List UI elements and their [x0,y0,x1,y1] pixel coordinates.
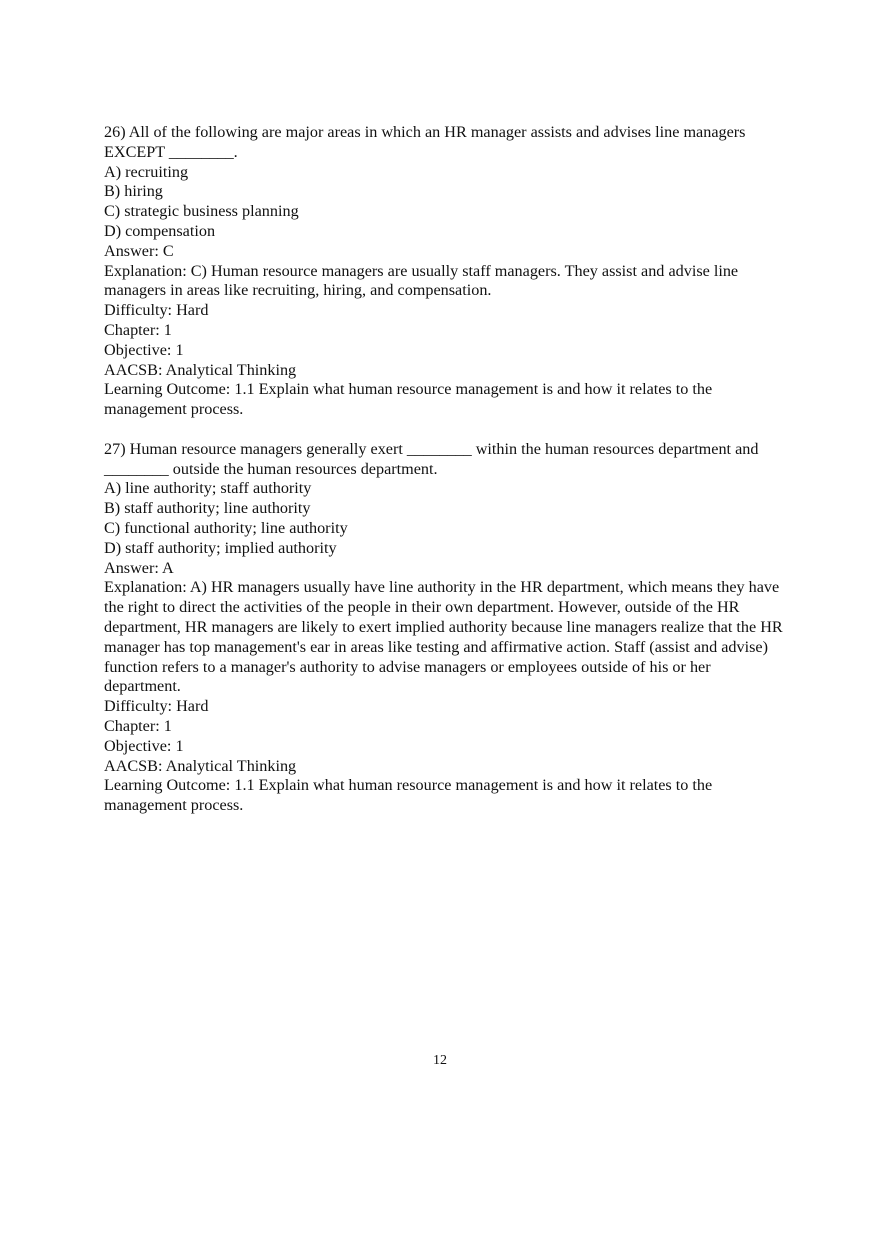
page-number: 12 [433,1053,447,1068]
objective: Objective: 1 [104,736,184,755]
objective: Objective: 1 [104,340,184,359]
answer-option-b: B) staff authority; line authority [104,499,311,518]
chapter: Chapter: 1 [104,716,172,735]
aacsb: AACSB: Analytical Thinking [104,756,297,775]
difficulty: Difficulty: Hard [104,301,209,320]
answer-option-a: A) line authority; staff authority [104,479,312,498]
page-content [104,123,784,816]
answer-option-b: B) hiring [104,182,163,201]
learning-outcome: Learning Outcome: 1.1 Explain what human resource management is and how it relates to the management process. [104,380,713,419]
question-26 [104,123,784,420]
answer-option-d: D) staff authority; implied authority [104,538,337,557]
question-stem: 26) All of the following are major areas in which an HR manager assists and advises line managers EXCEPT ________. [104,123,746,161]
correct-answer: Answer: A [104,558,174,577]
answer-option-d: D) compensation [104,221,216,240]
correct-answer: Answer: C [104,241,174,260]
explanation: Explanation: C) Human resource managers are usually staff managers. They assist and advise line managers in areas like recruiting, hiring, and compensation. [104,261,739,300]
answer-option-a: A) recruiting [104,162,189,181]
question-stem: 27) Human resource managers generally exert ________ within the human resources department and ________ outside the human resources department. [104,439,759,478]
chapter: Chapter: 1 [104,320,172,339]
aacsb: AACSB: Analytical Thinking [104,360,297,379]
answer-option-c: C) strategic business planning [104,202,299,221]
answer-option-c: C) functional authority; line authority [104,518,348,537]
learning-outcome: Learning Outcome: 1.1 Explain what human resource management is and how it relates to the management process. [104,776,713,815]
explanation: Explanation: A) HR managers usually have line authority in the HR department, which means they have the right to direct the activities of the people in their own department. However, outside of the HR department, HR managers are likely to exert implied authority because line managers realize that the HR manager has top management's ear in areas like testing and affirmative action. Staff (assist and advise) function refers to a manager's authority to advise managers or employees outside of his or her department. [104,578,783,696]
question-27 [104,440,784,816]
difficulty: Difficulty: Hard [104,697,209,716]
